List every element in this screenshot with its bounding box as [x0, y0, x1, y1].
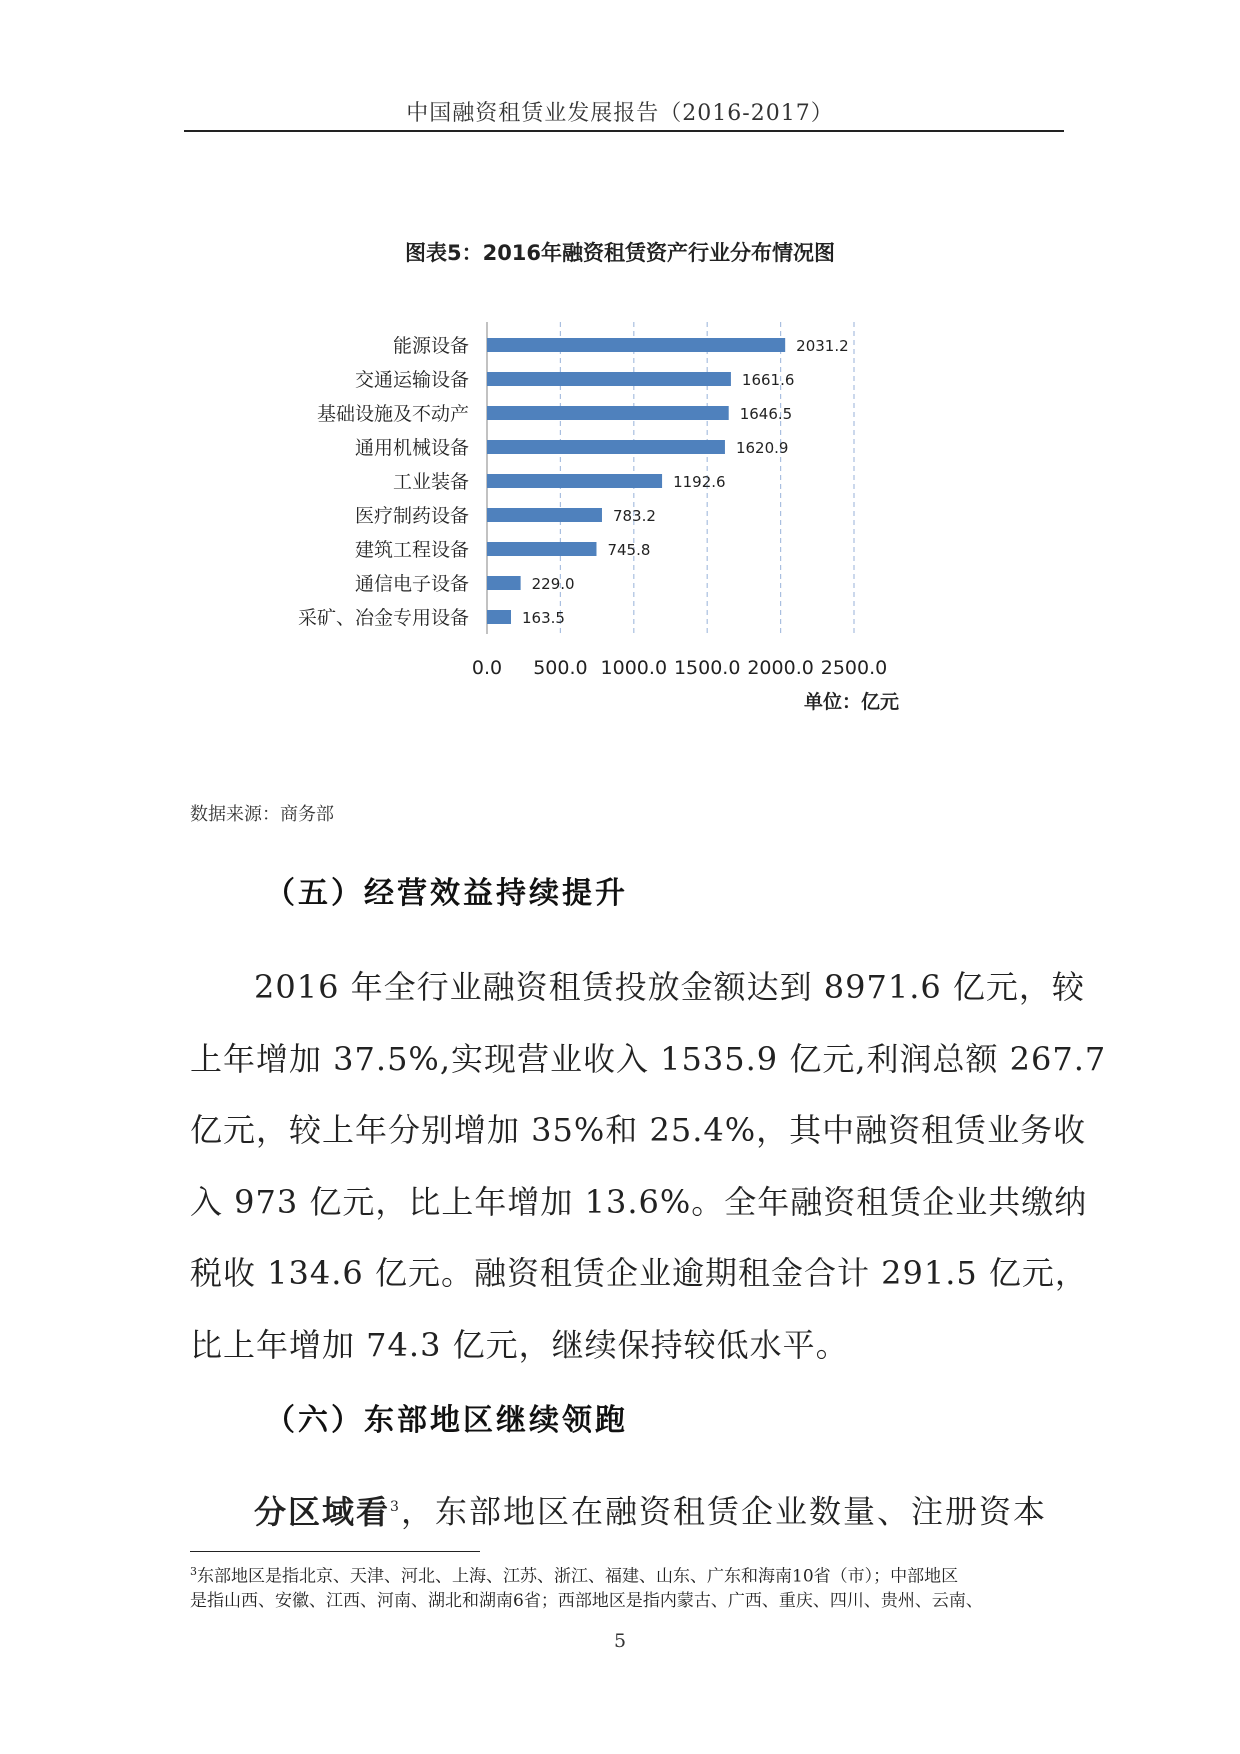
bar	[487, 338, 785, 352]
category-label: 建筑工程设备	[354, 539, 469, 561]
x-tick-label: 2500.0	[820, 657, 888, 679]
value-label: 745.8	[607, 541, 651, 559]
body-paragraph-5	[190, 952, 1107, 1381]
value-label: 2031.2	[796, 337, 849, 355]
bar-chart	[240, 320, 1000, 760]
unit-label: 单位：亿元	[803, 691, 899, 713]
paragraph-lead: 分区域看	[254, 1492, 391, 1531]
paragraph-text: ，东部地区在融资租赁企业数量、注册资本	[400, 1492, 1047, 1531]
footnote-line: 是指山西、安徽、江西、河南、湖北和湖南6省；西部地区是指内蒙古、广西、重庆、四川、贵州、云南、	[190, 1590, 983, 1611]
running-header: 中国融资租赁业发展报告（2016-2017）	[406, 101, 834, 126]
value-label: 163.5	[522, 609, 565, 627]
section-heading-5: （五）经营效益持续提升	[265, 876, 628, 911]
category-label: 交通运输设备	[354, 369, 469, 391]
bar	[487, 372, 731, 386]
paragraph-line: 税收 134.6 亿元。融资租赁企业逾期租金合计 291.5 亿元，	[190, 1254, 1088, 1292]
bar	[487, 474, 662, 488]
paragraph-line: 2016 年全行业融资租赁投放金额达到 8971.6 亿元，较	[254, 968, 1085, 1006]
chart-title: 图表5：2016年融资租赁资产行业分布情况图	[404, 241, 836, 265]
footnote	[190, 1560, 1050, 1613]
category-label: 采矿、冶金专用设备	[297, 607, 469, 629]
paragraph-line: 亿元，较上年分别增加 35%和 25.4%，其中融资租赁业务收	[190, 1111, 1087, 1149]
value-label: 1646.5	[739, 405, 793, 423]
paragraph-line: 比上年增加 74.3 亿元，继续保持较低水平。	[190, 1325, 849, 1364]
x-tick-label: 500.0	[533, 657, 588, 679]
category-label: 通信电子设备	[354, 573, 469, 595]
bar	[487, 610, 511, 624]
header-rule	[184, 130, 1064, 132]
value-label: 229.0	[531, 575, 575, 593]
value-label: 783.2	[612, 507, 656, 525]
footnote-line	[190, 1560, 1050, 1589]
category-label: 基础设施及不动产	[316, 403, 469, 425]
footnote-number: 3	[190, 1565, 197, 1578]
body-paragraph-6	[190, 1472, 1050, 1548]
category-label: 工业装备	[392, 471, 469, 493]
bar	[487, 542, 596, 556]
x-tick-label: 0.0	[471, 657, 503, 679]
value-label: 1192.6	[673, 473, 726, 491]
category-label: 医疗制药设备	[354, 505, 469, 527]
bar	[487, 576, 521, 590]
category-label: 通用机械设备	[354, 437, 469, 459]
value-label: 1620.9	[735, 439, 789, 457]
bar	[487, 440, 725, 454]
paragraph-line: 上年增加 37.5%,实现营业收入 1535.9 亿元,利润总额 267.7	[190, 1039, 1107, 1078]
x-tick-label: 2000.0	[747, 657, 814, 679]
x-tick-label: 1000.0	[600, 657, 668, 679]
bar	[487, 406, 729, 420]
page-number: 5	[613, 1630, 627, 1652]
paragraph-line: 入 973 亿元，比上年增加 13.6%。全年融资租赁企业共缴纳	[190, 1182, 1088, 1221]
x-tick-label: 1500.0	[673, 657, 741, 679]
footnote-text: 东部地区是指北京、天津、河北、上海、江苏、浙江、福建、山东、广东和海南10省（市）；中部地区	[197, 1566, 959, 1587]
value-label: 1661.6	[741, 371, 795, 389]
bar	[487, 508, 602, 522]
section-heading-6: （六）东部地区继续领跑	[265, 1403, 628, 1438]
category-label: 能源设备	[392, 335, 469, 357]
footnote-rule	[190, 1551, 480, 1552]
source-note: 数据来源：商务部	[190, 804, 334, 825]
footnote-marker: 3	[390, 1499, 401, 1515]
